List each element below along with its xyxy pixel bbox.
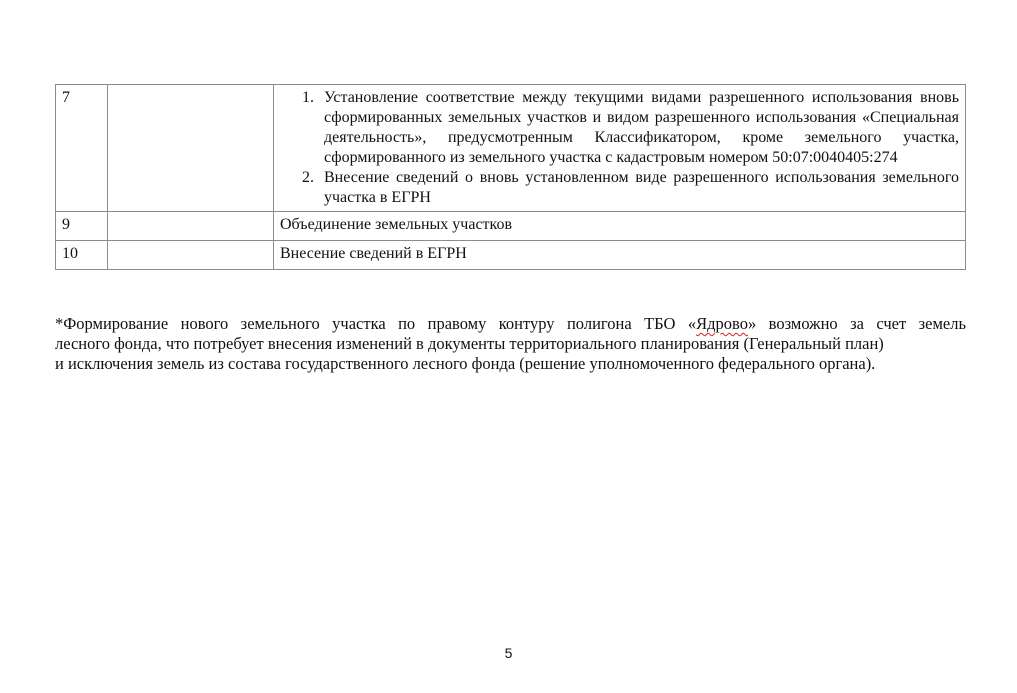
footnote-text: » возможно за счет земель — [748, 314, 967, 333]
table-row — [56, 85, 966, 212]
row-description: Объединение земельных участков — [274, 212, 966, 241]
row-number: 7 — [56, 85, 108, 212]
footnote-line-3: и исключения земель из состава государственного лесного фонда (решение уполномоченного федерального органа). — [55, 354, 876, 373]
empty-cell — [108, 241, 274, 270]
list-marker: 2. — [302, 169, 314, 186]
footnote-line-2: лесного фонда, что потребует внесения изменений в документы территориального планирования (Генеральный план) — [55, 334, 884, 353]
footnote — [55, 314, 966, 374]
table-row — [56, 212, 966, 241]
row-description: Внесение сведений в ЕГРН — [274, 241, 966, 270]
list-item — [280, 168, 959, 208]
row-number: 9 — [56, 212, 108, 241]
footnote-text: *Формирование нового земельного участка по правому контуру полигона ТБО « — [55, 314, 697, 333]
table-row — [56, 241, 966, 270]
page-number: 5 — [504, 645, 513, 661]
list-item — [280, 88, 959, 168]
row-number: 10 — [56, 241, 108, 270]
footnote-line-1 — [55, 314, 966, 334]
row-description — [274, 85, 966, 212]
empty-cell — [108, 85, 274, 212]
actions-table — [55, 84, 966, 270]
empty-cell — [108, 212, 274, 241]
list-marker: 1. — [302, 89, 314, 106]
spellcheck-underlined-word[interactable]: Ядрово — [696, 314, 748, 333]
list-item-text: Внесение сведений о вновь установленном виде разрешенного использования земельного участка в ЕГРН — [324, 169, 959, 206]
list-item-text: Установление соответствие между текущими видами разрешенного использования вновь сформированных земельных участков и видом разрешенного использования «Специальная деятельность», предусмотренным Классификатором, кроме земельного участка, сформированного из земельного участка с кадастровым номером 50:07:0040405:274 — [324, 89, 959, 166]
steps-list — [280, 88, 959, 208]
